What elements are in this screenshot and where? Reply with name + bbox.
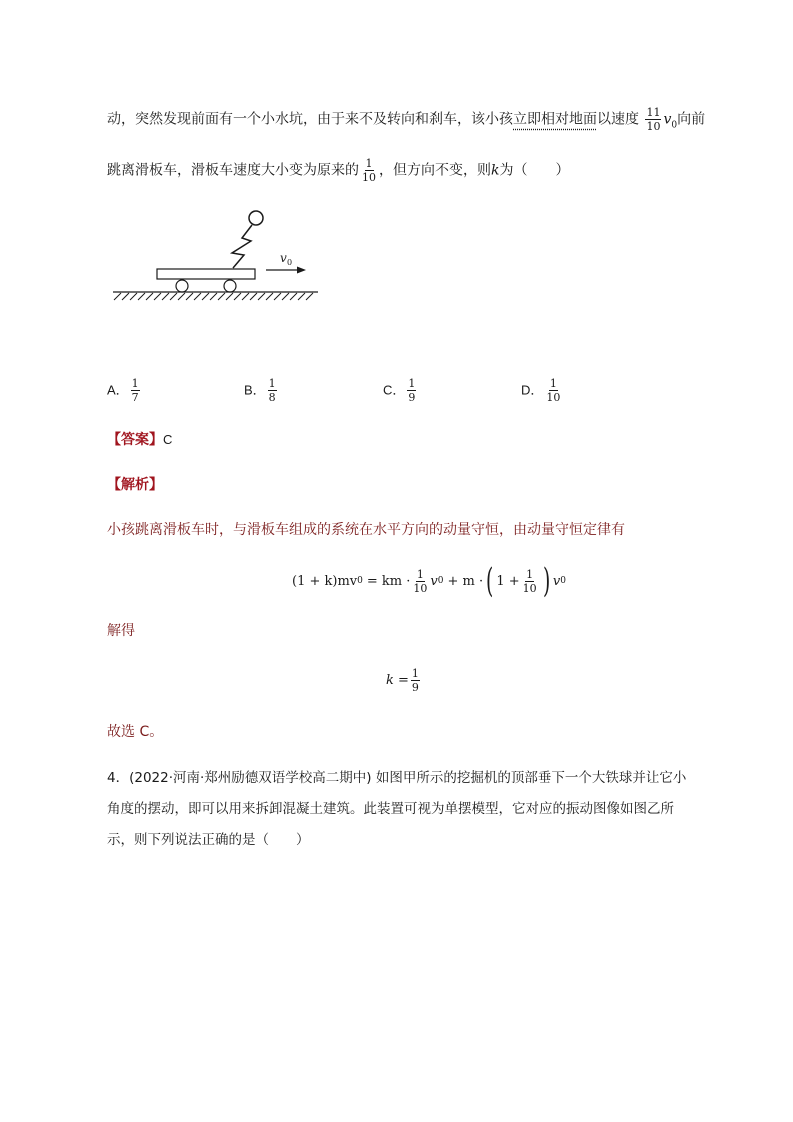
answer-line [107, 430, 172, 450]
k-result-equation: k = $\frac{1}{9}$ [386, 666, 419, 694]
velocity-arrow-head-icon [297, 267, 306, 274]
problem4-line2: 角度的摆动，即可以用来拆卸混凝土建筑。此装置可视为单摆模型，它对应的振动图像如图乙所 [107, 801, 674, 817]
momentum-equation: (1 + k)mv 0 = km · $\frac{1}{10}$ v 0 + m · ( 1 + $\frac{1}{10}$ ) v 0 [292, 561, 566, 601]
problem3-line2 [107, 157, 569, 184]
line1-fraction: $\frac{11}{10}$ [646, 106, 661, 133]
child-head-icon [249, 211, 263, 225]
line2-text-b: ，但方向不变，则 [379, 162, 491, 179]
analysis-tag: 【解析】 [107, 477, 163, 493]
problem4-line3: 示，则下列说法正确的是（ ） [107, 832, 310, 848]
line1-velocity: v [663, 111, 672, 128]
line2-k: k [491, 162, 500, 179]
line1-text-b: 以速度 [597, 111, 639, 128]
conclusion-text: 故选 C。 [107, 724, 164, 740]
problem3-line1: 动，突然发现前面有一个小水坑，由于来不及转向和刹车，该小孩立即相对地面以速度 $\frac{11}{10}$ $v_0$向前 [107, 106, 706, 133]
skateboard-figure [108, 205, 328, 305]
solve-text: 解得 [107, 623, 135, 639]
line2-text-c: 为（ ） [499, 162, 570, 179]
problem4-line1: 4．(2022·河南·郑州励德双语学校高二期中) 如图甲所示的挖掘机的顶部垂下一个大铁球并让它小 [107, 770, 687, 786]
ground-hatching [114, 293, 313, 300]
option-b[interactable]: B． $\frac{1}{8}$ [244, 377, 276, 404]
wheel-rear-icon [224, 280, 236, 292]
answer-tag: 【答案】 [107, 432, 163, 448]
line2-fraction: $\frac{1}{10}$ [362, 157, 376, 184]
option-a[interactable]: A． $\frac{1}{7}$ [107, 377, 139, 404]
child-body-icon [232, 225, 252, 268]
option-d[interactable]: D． $\frac{1}{10}$ [521, 377, 561, 404]
velocity-label: v [280, 251, 287, 265]
line1-dotted-emphasis: 立即相对地面 [513, 111, 597, 128]
analysis-text: 小孩跳离滑板车时，与滑板车组成的系统在水平方向的动量守恒，由动量守恒定律有 [107, 522, 625, 538]
line1-text-c: 向前 [677, 111, 706, 128]
wheel-front-icon [176, 280, 188, 292]
option-c[interactable]: C． $\frac{1}{9}$ [383, 377, 416, 404]
skateboard-deck [157, 269, 255, 279]
line1-text-a: 动，突然发现前面有一个小水坑，由于来不及转向和刹车，该小孩 [107, 111, 513, 128]
line2-text-a: 跳离滑板车，滑板车速度大小变为原来的 [107, 162, 359, 179]
velocity-label-sub: 0 [287, 258, 293, 267]
answer-value: C [163, 432, 173, 447]
